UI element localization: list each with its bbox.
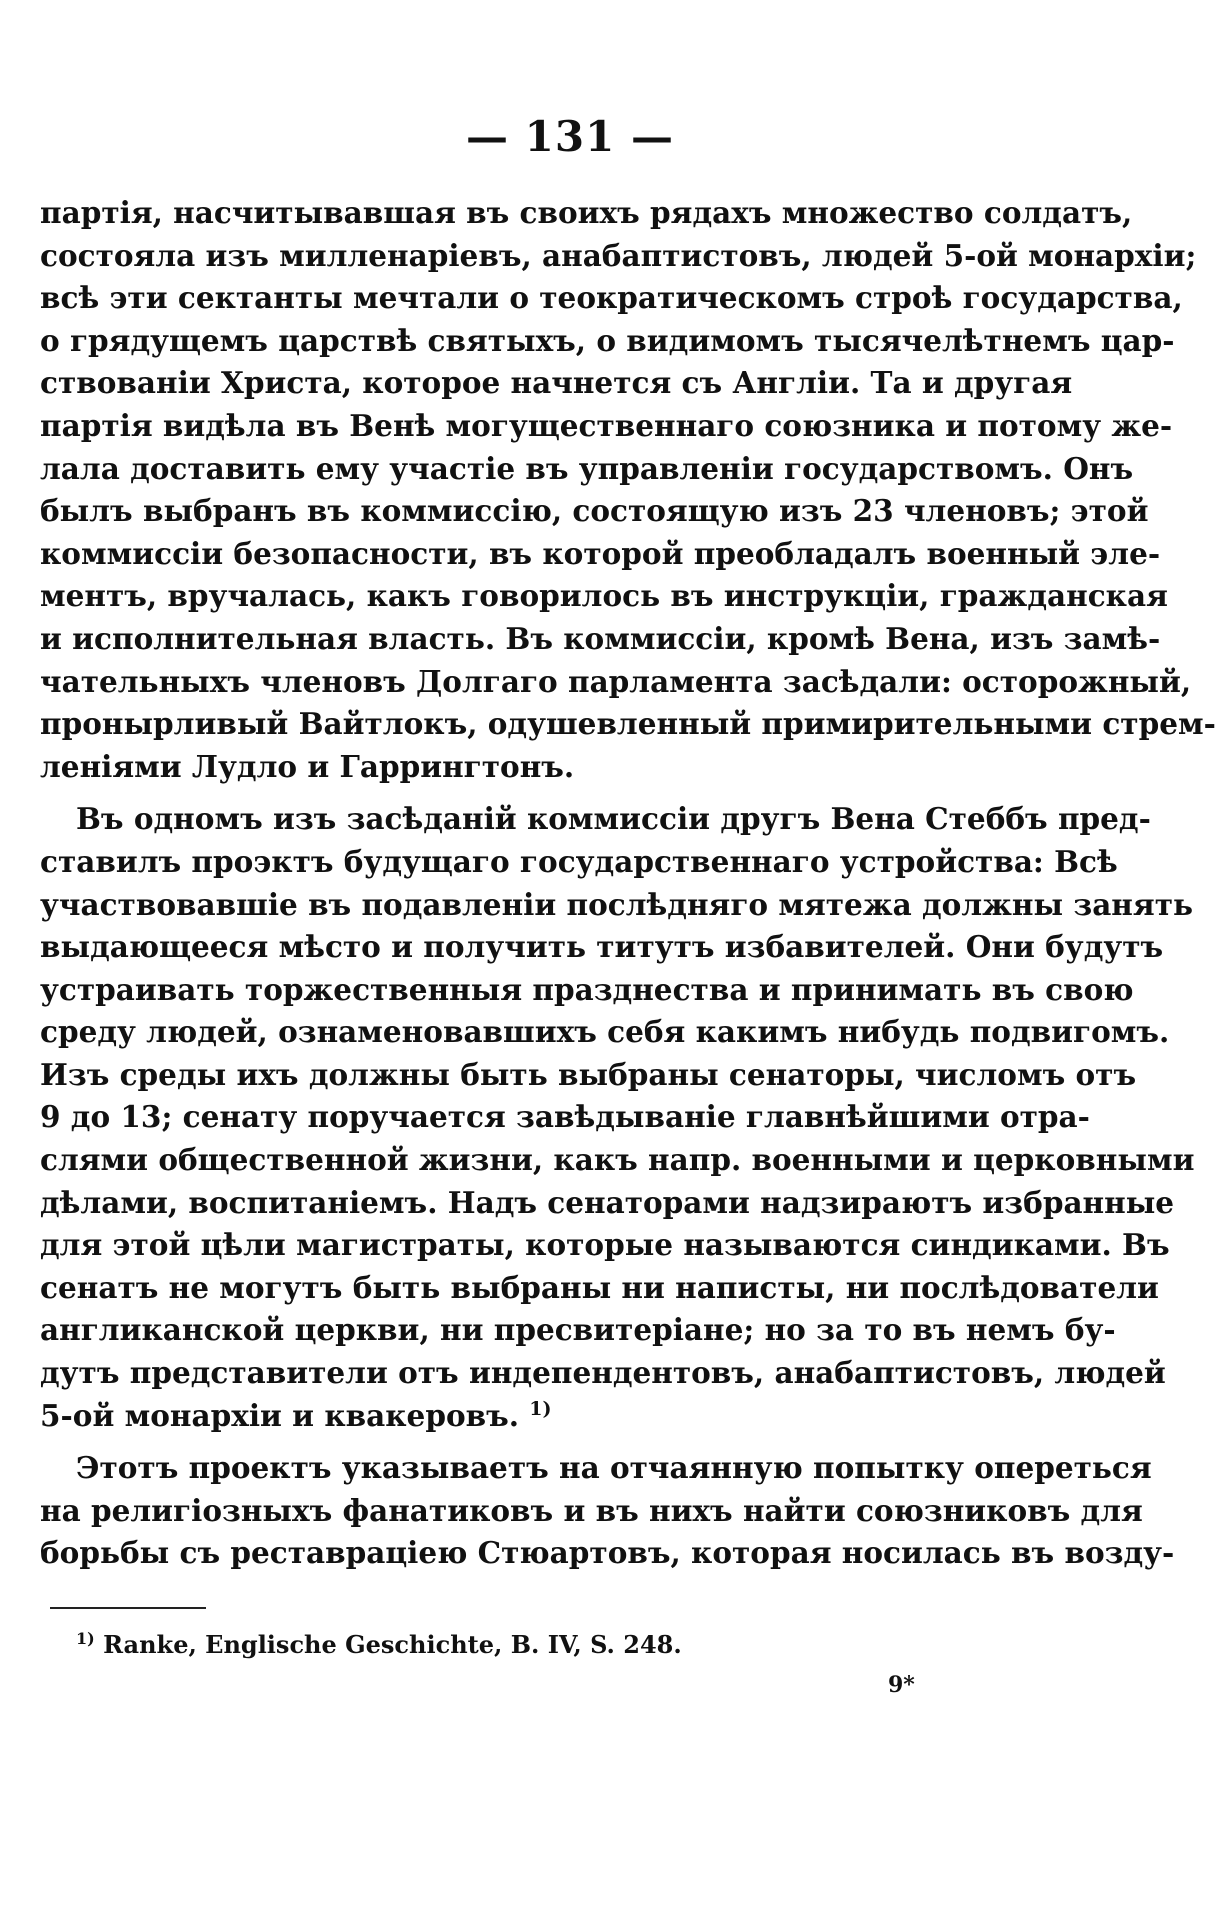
body-text — [40, 192, 1216, 1575]
footnote-divider — [50, 1607, 206, 1609]
text-line: Въ одномъ изъ засѣданій коммиссіи другъ Вена Стеббъ пред- — [76, 801, 1151, 837]
text-line: состояла изъ милленаріевъ, анабаптистовъ, людей 5-ой монархіи; — [40, 237, 1197, 273]
paragraph — [40, 192, 1216, 788]
text-line: коммиссіи безопасности, въ которой преобладалъ военный эле- — [40, 535, 1161, 571]
text-line: дѣлами, воспитаніемъ. Надъ сенаторами надзираютъ избранные — [40, 1184, 1175, 1220]
text-line: о грядущемъ царствѣ святыхъ, о видимомъ тысячелѣтнемъ цар- — [40, 322, 1175, 358]
text-line: и исполнительная власть. Въ коммиссіи, кромѣ Вена, изъ замѣ- — [40, 620, 1161, 656]
text-line: среду людей, ознаменовавшихъ себя какимъ нибудь подвигомъ. — [40, 1014, 1170, 1050]
text-line: Изъ среды ихъ должны быть выбраны сенаторы, числомъ отъ — [40, 1056, 1137, 1092]
text-line: англиканской церкви, ни пресвитеріане; но за то въ немъ бу- — [40, 1312, 1116, 1348]
text-line: слями общественной жизни, какъ напр. военными и церковными — [40, 1142, 1195, 1178]
signature-mark: 9* — [888, 1672, 915, 1698]
text-line: былъ выбранъ въ коммиссію, состоящую изъ 23 членовъ; этой — [40, 493, 1149, 529]
text-line: всѣ эти сектанты мечтали о теократическомъ строѣ государства, — [40, 280, 1183, 316]
text-line: партія видѣла въ Венѣ могущественнаго союзника и потому же- — [40, 407, 1173, 443]
text-line: Этотъ проектъ указываетъ на отчаянную попытку опереться — [76, 1450, 1152, 1486]
text-line: 9 до 13; сенату поручается завѣдываніе главнѣйшими отра- — [40, 1099, 1090, 1135]
text-line: ментъ, вручалась, какъ говорилось въ инструкціи, гражданская — [40, 578, 1168, 614]
text-line: для этой цѣли магистраты, которые называются синдиками. Въ — [40, 1227, 1170, 1263]
paragraph-gap — [40, 788, 998, 798]
paragraph-gap — [40, 1437, 998, 1447]
text-line: партія, насчитывавшая въ своихъ рядахъ множество солдатъ, — [40, 195, 1133, 230]
text-line: участвовавшіе въ подавленіи послѣдняго мятежа должны занять — [40, 886, 1193, 922]
text-line: на религіозныхъ фанатиковъ и въ нихъ найти союзниковъ для — [40, 1492, 1143, 1528]
text-line: дутъ представители отъ индепендентовъ, анабаптистовъ, людей — [40, 1355, 1166, 1391]
footnote-reference[interactable]: 1) — [529, 1397, 552, 1420]
text-line: устраивать торжественныя празднества и принимать въ свою — [40, 971, 1134, 1007]
text-line: пронырливый Вайтлокъ, одушевленный примирительными стрем- — [40, 706, 1216, 742]
text-line: лала доставить ему участіе въ управленіи государствомъ. Онъ — [40, 450, 1134, 486]
text-line: борьбы съ реставраціею Стюартовъ, которая носилась въ возду- — [40, 1535, 1175, 1571]
text-line: чательныхъ членовъ Долгаго парламента засѣдали: осторожный, — [40, 663, 1192, 699]
page-number: — 131 — — [466, 112, 674, 161]
paragraph — [40, 798, 1195, 1437]
text-line: сенатъ не могутъ быть выбраны ни написты, ни послѣдователи — [40, 1269, 1159, 1305]
footnote-mark: 1) — [76, 1629, 95, 1648]
text-line: ставилъ проэктъ будущаго государственнаго устройства: Всѣ — [40, 843, 1118, 879]
paragraph — [40, 1447, 1175, 1575]
text-line: 5-ой монархіи и квакеровъ. $^{1)}$ — [40, 1397, 552, 1433]
text-line: леніями Лудло и Гаррингтонъ. — [40, 748, 575, 784]
text-line: ствованіи Христа, которое начнется съ Англіи. Та и другая — [40, 365, 1073, 401]
footnote-text: Ranke, Englische Geschichte, B. IV, S. 248. — [103, 1630, 682, 1659]
footnote — [76, 1630, 682, 1659]
text-line: выдающееся мѣсто и получить титутъ избавителей. Они будутъ — [40, 929, 1164, 965]
